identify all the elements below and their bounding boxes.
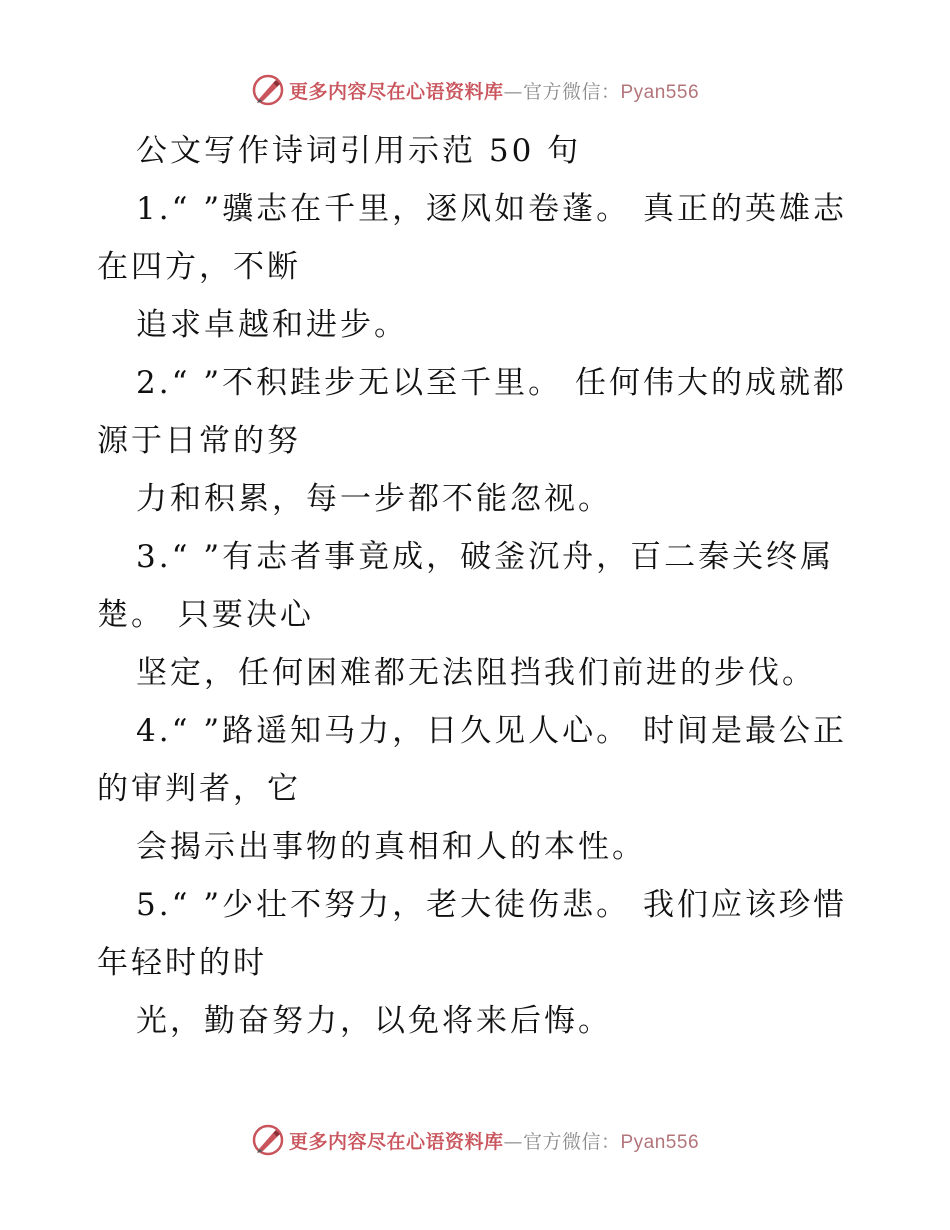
watermark-text (289, 1127, 699, 1154)
quote-4-line-2: 会揭示出事物的真相和人的本性。 (136, 829, 646, 865)
quote-5-line-2: 光，勤奋努力，以免将来后悔。 (136, 1003, 612, 1039)
document-body (97, 122, 855, 1050)
watermark-brand: 更多内容尽在心语资料库 (288, 1130, 504, 1153)
quote-3-line-1: 3.“ ”有志者事竟成，破釜沉舟，百二秦关终属楚。 只要决心 (97, 539, 835, 633)
watermark-wechat-label: 官方微信： (522, 1130, 621, 1153)
quote-1-line-2: 追求卓越和进步。 (136, 307, 408, 343)
header-watermark (0, 68, 950, 112)
watermark-wechat-id: Pyan556 (620, 1131, 700, 1153)
quote-4-line-1: 4.“ ”路遥知马力，日久见人心。 时间是最公正的审判者，它 (97, 713, 847, 807)
pen-logo-icon (251, 73, 285, 107)
quote-2-line-2: 力和积累，每一步都不能忽视。 (136, 481, 612, 517)
watermark-dash: — (503, 1130, 523, 1153)
watermark-dash: — (503, 80, 523, 103)
footer-watermark (0, 1118, 950, 1162)
quote-5-line-1: 5.“ ”少壮不努力，老大徒伤悲。 我们应该珍惜年轻时的时 (97, 887, 847, 981)
pen-logo-icon (251, 1123, 285, 1157)
document-title: 公文写作诗词引用示范 50 句 (136, 133, 582, 169)
quote-3-line-2: 坚定，任何困难都无法阻挡我们前进的步伐。 (136, 655, 816, 691)
watermark-wechat-label: 官方微信： (522, 80, 621, 103)
quote-1-line-1: 1.“ ”骥志在千里，逐风如卷蓬。 真正的英雄志在四方，不断 (97, 191, 847, 285)
quote-2-line-1: 2.“ ”不积跬步无以至千里。 任何伟大的成就都源于日常的努 (97, 365, 847, 459)
watermark-wechat-id: Pyan556 (620, 81, 700, 103)
watermark-brand: 更多内容尽在心语资料库 (288, 80, 504, 103)
watermark-text (289, 77, 699, 104)
